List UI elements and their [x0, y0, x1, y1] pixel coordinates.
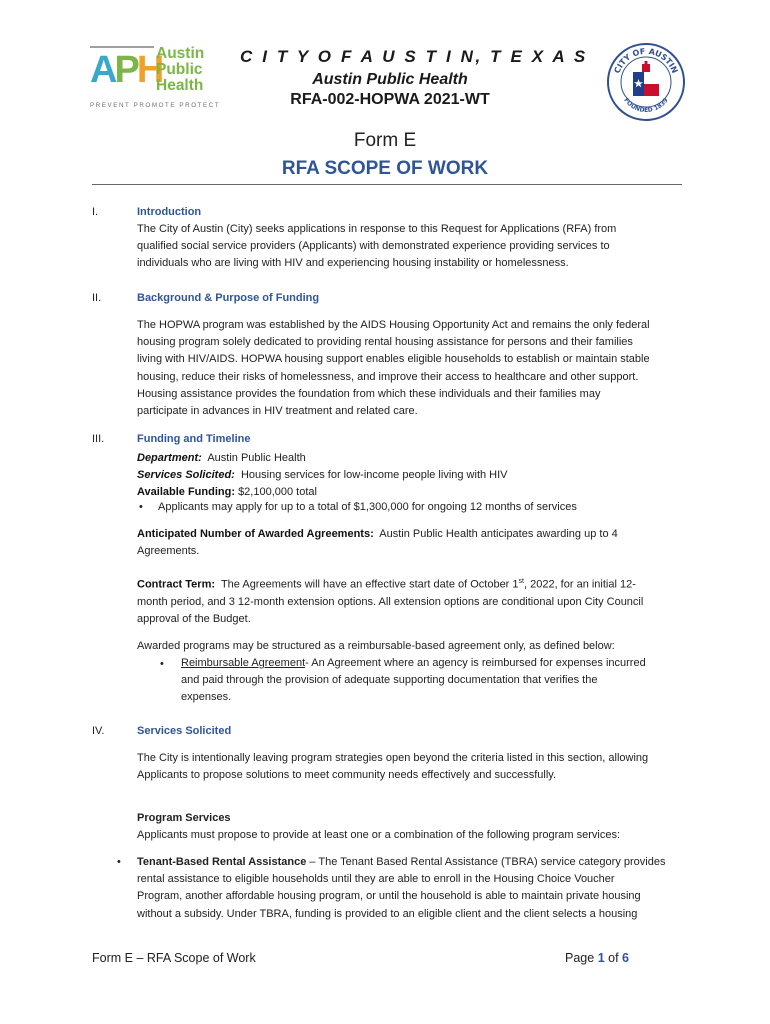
background-paragraph: The HOPWA program was established by the AIDS Housing Opportunity Act and remains the only federal housing program solely dedicated to providing rental housing assistance for persons and their families living with HIV/AIDS. HOPWA housing support enables eligible households to establish or maintain stable housing, reduce their risks of homelessness, and improve their access to healthcare and other support. Housing assistance provides the foundation from which these individuals and their families may participate in advances in HIV treatment and related care. — [137, 319, 650, 418]
program-services: Program Services Applicants must propose to provide at least one or a combination of the following program services: — [137, 812, 621, 842]
aph-logo — [90, 44, 220, 114]
form-subtitle: RFA SCOPE OF WORK — [281, 158, 489, 179]
reimbursable-bullet: Reimbursable Agreement- An Agreement where an agency is reimbursed for expenses incurred and paid through the provision of adequate supporting documentation that verifies the expenses. — [181, 657, 646, 704]
header-department: Austin Public Health — [312, 71, 468, 88]
city-seal-icon — [606, 42, 686, 122]
header-rfa-number: RFA-002-HOPWA 2021-WT — [290, 91, 490, 108]
logo-words: Austin Public Health — [156, 45, 205, 94]
svg-text:FOUNDED 1839: FOUNDED 1839 — [622, 96, 670, 115]
tbra-bullet: Tenant-Based Rental Assistance – The Tenant Based Rental Assistance (TBRA) service category provides rental assistance to eligible households until they are able to enroll in the Housing Choice Voucher Program, another affordable housing program, or until the household is able to maintain private housing without a subsidy. Under TBRA, funding is provided to an eligible client and the client selects a housing — [137, 856, 666, 920]
funding-bullet: Applicants may apply for up to a total of $1,300,000 for ongoing 12 months of services — [158, 501, 577, 513]
services-paragraph: The City is intentionally leaving program strategies open beyond the criteria listed in this section, allowing Applicants to propose solutions to meet community needs effectively and successfully. — [137, 752, 649, 782]
logo-tagline: PREVENT PROMOTE PROTECT — [90, 102, 221, 109]
header-city: C I T Y O F A U S T I N, T E X A S — [240, 47, 588, 66]
section-heading-introduction: Introduction — [137, 206, 202, 218]
page-indicator: Page 1 of 6 — [565, 951, 629, 965]
funding-details: Department: Austin Public Health Services Solicited: Housing services for low-income people living with HIV Available Funding: $2,100,000 total — [137, 452, 508, 499]
svg-text:CITY OF AUSTIN: CITY OF AUSTIN — [612, 46, 680, 75]
section-heading-background: Background & Purpose of Funding — [137, 292, 320, 304]
section-number: III. — [92, 433, 105, 445]
awards-paragraph: Anticipated Number of Awarded Agreements: Austin Public Health anticipates awarding up to 4 Agreements. — [137, 528, 618, 558]
contract-term-paragraph: Contract Term: The Agreements will have an effective start date of October 1st, 2022, for an initial 12- month period, and 3 12-month extension options. All extension options are conditional upon City Council approval of the Budget. — [137, 578, 644, 626]
bullet-icon: • — [117, 856, 121, 868]
logo-rule — [90, 46, 154, 48]
section-number: I. — [92, 206, 99, 218]
bullet-icon: • — [160, 658, 164, 670]
structure-line: Awarded programs may be structured as a reimbursable-based agreement only, as defined below: — [137, 640, 615, 652]
footer-title: Form E – RFA Scope of Work — [92, 951, 256, 965]
section-heading-services: Services Solicited — [137, 725, 232, 737]
section-number: II. — [92, 292, 102, 304]
bullet-icon: • — [139, 501, 143, 513]
intro-paragraph: The City of Austin (City) seeks applications in response to this Request for Applications (RFA) from qualified social service providers (Applicants) with demonstrated experience providing services to individuals who are living with HIV and experiencing housing instability or homelessness. — [137, 223, 617, 270]
header-divider — [92, 184, 682, 185]
section-number: IV. — [92, 725, 105, 737]
section-heading-funding: Funding and Timeline — [137, 433, 251, 445]
logo-mark: APH — [90, 49, 162, 91]
form-title: Form E — [353, 130, 417, 151]
